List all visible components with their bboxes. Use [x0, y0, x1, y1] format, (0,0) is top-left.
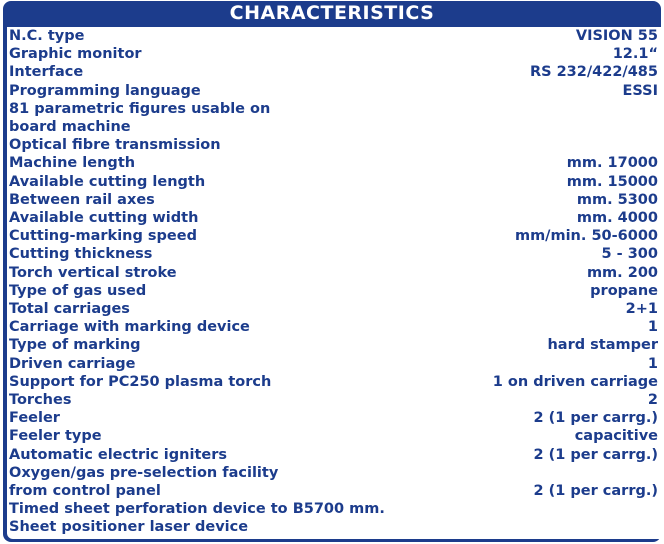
spec-value: 12.1“: [612, 46, 658, 63]
spec-row: [7, 264, 661, 282]
spec-value: mm. 5300: [576, 191, 658, 208]
spec-value: mm/min. 50-6000: [514, 228, 658, 245]
spec-label: Torch vertical stroke: [9, 264, 177, 281]
spec-label: Oxygen/gas pre-selection facility: [9, 464, 279, 481]
spec-label: Torches: [9, 392, 72, 409]
characteristics-table: [7, 27, 661, 539]
spec-row: [7, 336, 661, 354]
spec-row: [7, 191, 661, 209]
spec-row: [7, 391, 661, 409]
spec-value: mm. 4000: [576, 210, 658, 227]
spec-value: 1 on driven carriage: [492, 373, 658, 390]
spec-row: [7, 318, 661, 336]
spec-label: Carriage with marking device: [9, 319, 250, 336]
spec-label: Optical fibre transmission: [9, 137, 221, 154]
spec-value: mm. 17000: [566, 155, 658, 172]
spec-value: capacitive: [574, 428, 658, 445]
spec-row: [7, 227, 661, 245]
spec-value: VISION 55: [575, 28, 658, 45]
spec-row: [7, 427, 661, 445]
spec-label: 81 parametric figures usable on: [9, 100, 271, 117]
spec-label: Graphic monitor: [9, 46, 142, 63]
spec-row: [7, 464, 661, 482]
spec-label: Feeler: [9, 410, 60, 427]
spec-value: 2 (1 per carrg.): [533, 483, 658, 500]
spec-value: ESSI: [622, 82, 658, 99]
spec-label: Total carriages: [9, 301, 130, 318]
spec-label: Available cutting length: [9, 173, 206, 190]
spec-label: Programming language: [9, 82, 201, 99]
spec-value: propane: [590, 282, 658, 299]
spec-label: board machine: [9, 119, 131, 136]
spec-row: [7, 482, 661, 500]
spec-label: Type of gas used: [9, 282, 147, 299]
spec-value: hard stamper: [547, 337, 658, 354]
characteristics-header: [3, 1, 661, 25]
spec-row: [7, 209, 661, 227]
spec-row: [7, 446, 661, 464]
spec-value: 1: [647, 355, 658, 372]
spec-row: [7, 245, 661, 263]
spec-value: mm. 200: [586, 264, 658, 281]
spec-row: [7, 500, 661, 518]
spec-value: 2: [647, 392, 658, 409]
spec-label: Available cutting width: [9, 210, 199, 227]
spec-label: Cutting thickness: [9, 246, 153, 263]
spec-row: [7, 100, 661, 118]
spec-row: [7, 300, 661, 318]
spec-label: Driven carriage: [9, 355, 136, 372]
spec-row: [7, 118, 661, 136]
spec-label: Sheet positioner laser device: [9, 519, 249, 536]
characteristics-panel: [3, 1, 661, 542]
spec-label: Feeler type: [9, 428, 102, 445]
spec-row: [7, 82, 661, 100]
spec-value: mm. 15000: [566, 173, 658, 190]
spec-row: [7, 154, 661, 172]
spec-row: [7, 27, 661, 45]
spec-label: Type of marking: [9, 337, 141, 354]
spec-row: [7, 282, 661, 300]
spec-label: Interface: [9, 64, 84, 81]
spec-value: 2 (1 per carrg.): [533, 410, 658, 427]
spec-value: RS 232/422/485: [529, 64, 658, 81]
spec-row: [7, 518, 661, 536]
spec-row: [7, 373, 661, 391]
spec-label: N.C. type: [9, 28, 85, 45]
spec-value: 2 (1 per carrg.): [533, 446, 658, 463]
characteristics-title: CHARACTERISTICS: [229, 2, 435, 24]
spec-label: Machine length: [9, 155, 136, 172]
spec-label: from control panel: [9, 483, 161, 500]
spec-label: Timed sheet perforation device to B5700 mm.: [9, 501, 385, 518]
spec-label: Support for PC250 plasma torch: [9, 373, 272, 390]
spec-row: [7, 136, 661, 154]
spec-value: 1: [647, 319, 658, 336]
spec-label: Automatic electric igniters: [9, 446, 227, 463]
spec-value: 5 - 300: [601, 246, 658, 263]
spec-value: 2+1: [625, 301, 658, 318]
spec-row: [7, 63, 661, 81]
spec-row: [7, 409, 661, 427]
spec-label: Cutting-marking speed: [9, 228, 197, 245]
spec-row: [7, 355, 661, 373]
spec-row: [7, 173, 661, 191]
spec-label: Between rail axes: [9, 191, 155, 208]
spec-row: [7, 45, 661, 63]
